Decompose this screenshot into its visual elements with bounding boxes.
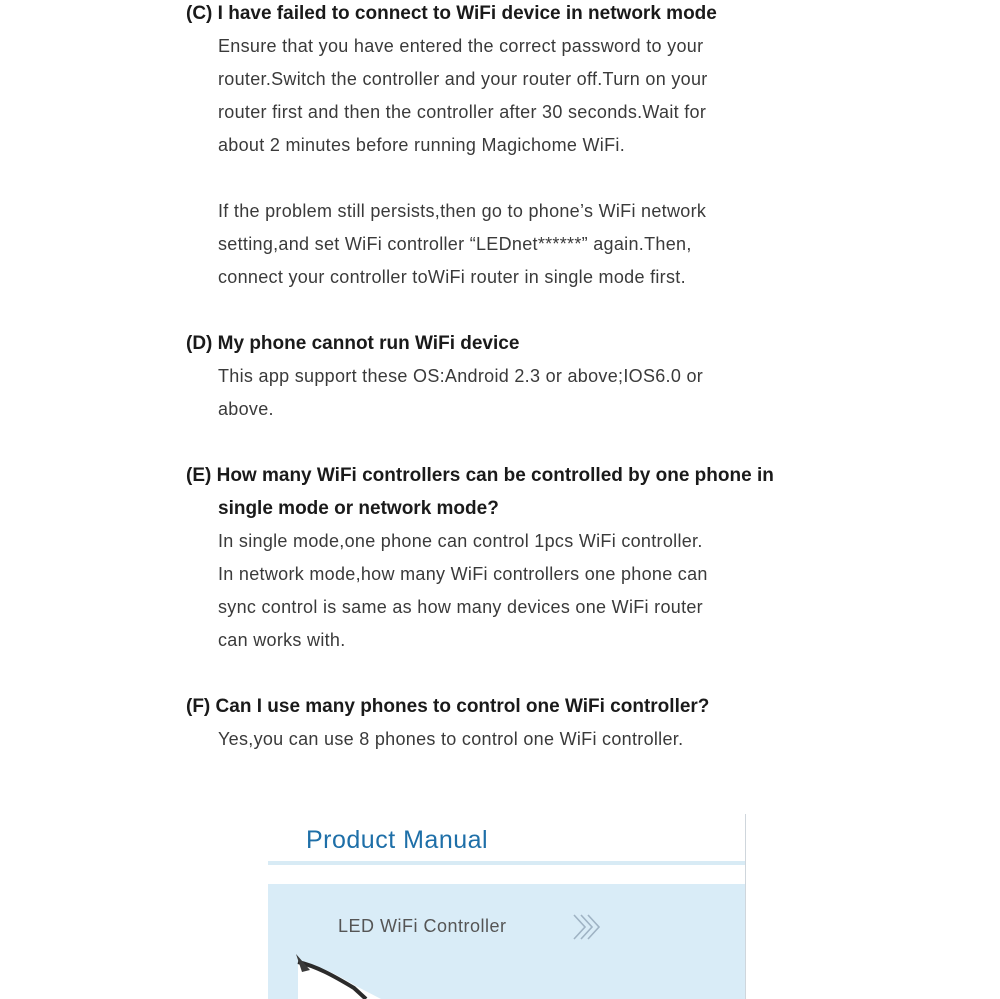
faq-c-answer-line-4: about 2 minutes before running Magichome WiFi. [218,135,625,155]
faq-e-question: (E) How many WiFi controllers can be controlled by one phone in [186,465,774,486]
banner-title: Product Manual [306,826,489,854]
faq-c-question: (C) I have failed to connect to WiFi device in network mode [186,3,717,24]
faq-e-question-cont: single mode or network mode? [218,498,499,519]
faq-c-answer2-line-1: If the problem still persists,then go to phone’s WiFi network [218,201,707,221]
faq-d-answer-line-2: above. [218,399,274,419]
faq-c-answer-line-2: router.Switch the controller and your router off.Turn on your [218,69,708,89]
faq-e-answer-line-2: In network mode,how many WiFi controllers one phone can [218,564,708,584]
banner-divider [268,861,745,865]
faq-d-question: (D) My phone cannot run WiFi device [186,333,520,354]
faq-f-answer-line-1: Yes,you can use 8 phones to control one WiFi controller. [218,729,684,749]
faq-f-question: (F) Can I use many phones to control one WiFi controller? [186,696,710,717]
faq-c-answer2-line-2: setting,and set WiFi controller “LEDnet******” again.Then, [218,234,692,254]
banner-subtitle: LED WiFi Controller [338,916,507,936]
faq-e-answer-line-1: In single mode,one phone can control 1pcs WiFi controller. [218,531,703,551]
double-chevron-right-icon [571,912,605,942]
banner-edge [745,814,746,999]
faq-e-answer-line-4: can works with. [218,630,346,650]
faq-c-answer-line-1: Ensure that you have entered the correct password to your [218,36,704,56]
faq-d-answer-line-1: This app support these OS:Android 2.3 or above;IOS6.0 or [218,366,704,386]
faq-c-answer-line-3: router first and then the controller after 30 seconds.Wait for [218,102,707,122]
page-curl-icon [296,944,386,999]
faq-c-answer2-line-3: connect your controller toWiFi router in single mode first. [218,267,686,287]
product-manual-banner [268,814,746,999]
faq-e-answer-line-3: sync control is same as how many devices one WiFi router [218,597,703,617]
